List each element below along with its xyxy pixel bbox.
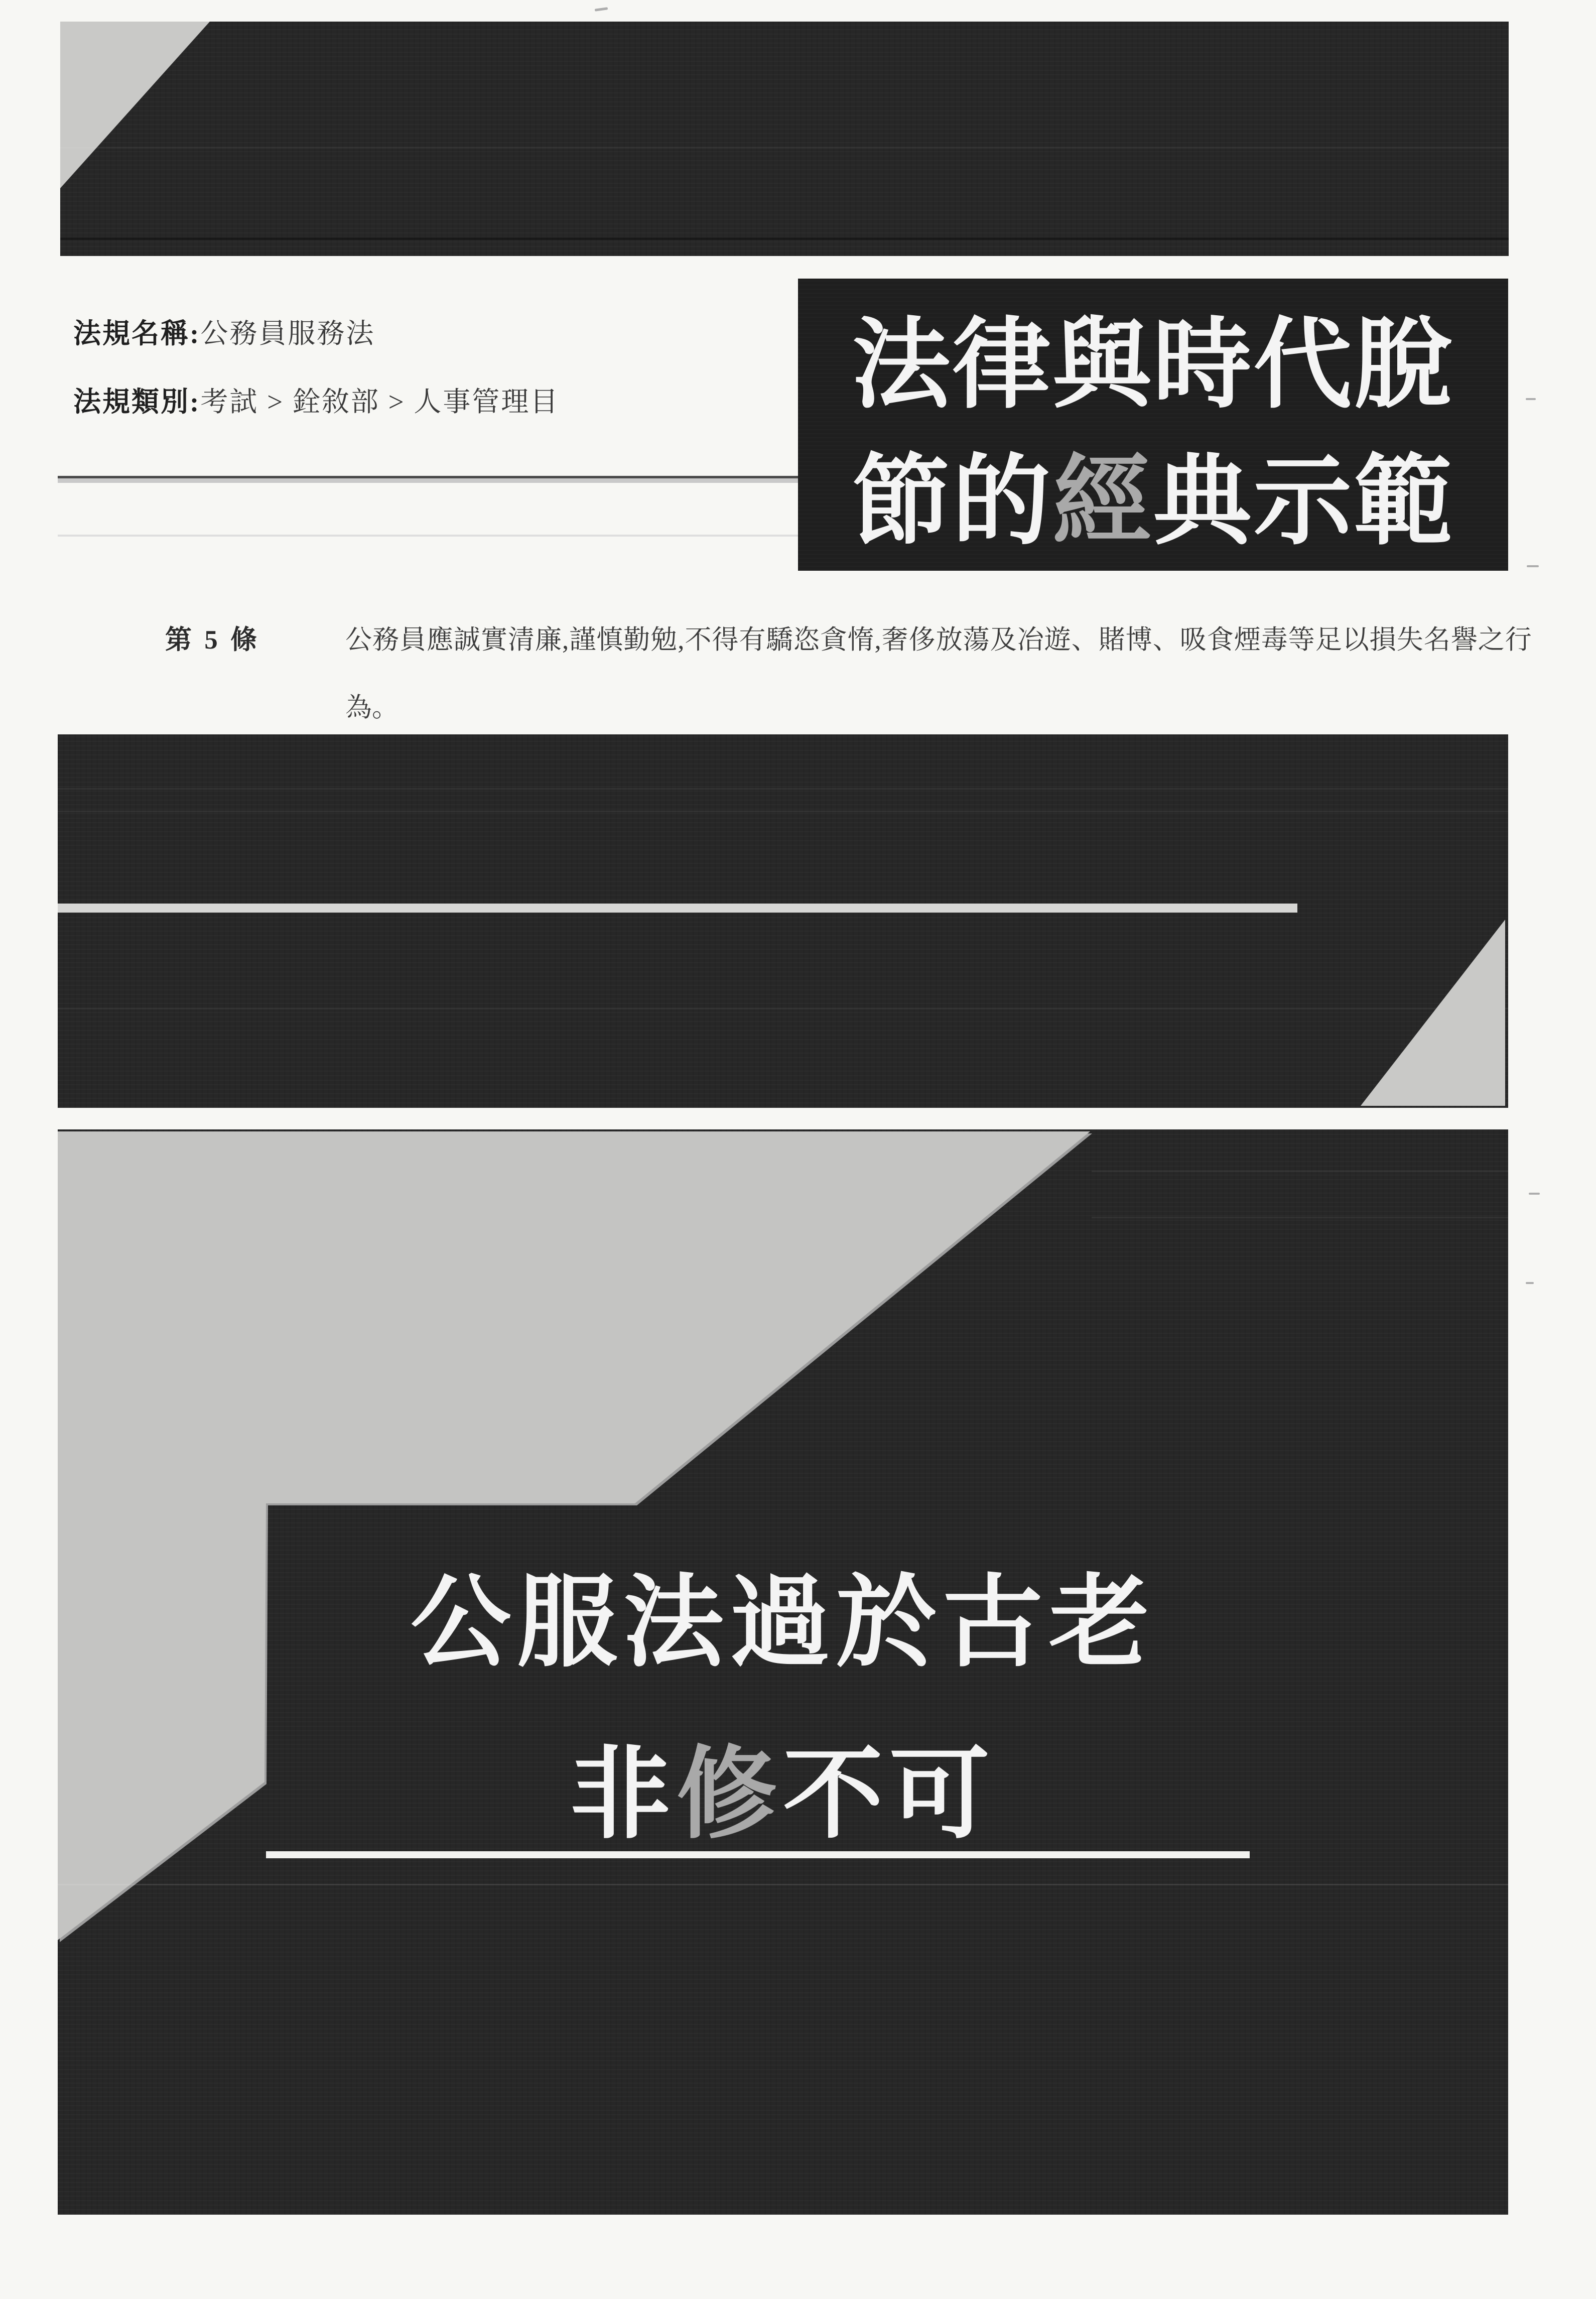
regulation-name-row <box>73 311 375 351</box>
headline-box <box>798 279 1508 571</box>
slide-scanline <box>1092 1171 1508 1172</box>
headline-line1: 法律與時代脫 <box>852 310 1454 420</box>
banner-corner-triangle <box>60 22 210 188</box>
band-scanline <box>58 811 1508 812</box>
regulation-category-breadcrumb: 考試 > 銓敘部 > 人事管理目 <box>200 387 560 417</box>
scan-speck <box>1526 398 1536 400</box>
slide-title-line1: 公服法過於古老 <box>410 1567 1155 1679</box>
scan-speck <box>1526 1282 1534 1284</box>
slide-scanline <box>58 1884 1508 1885</box>
slide-title-line2: 非修不可 <box>570 1738 996 1850</box>
middle-band-panel <box>58 734 1508 1108</box>
scan-speck <box>1527 565 1539 567</box>
regulation-category-label: 法規類別: <box>73 387 201 417</box>
article-text-line1: 公務員應誠實清廉,謹慎勤勉,不得有驕恣貪惰,奢侈放蕩及冶遊、賭博、吸食煙毒等足以損失名譽之行 <box>345 625 1532 655</box>
scan-speck <box>1529 1193 1540 1195</box>
slide-underline <box>266 1851 1250 1858</box>
top-banner-panel <box>60 22 1509 256</box>
regulation-name-label: 法規名稱: <box>73 318 201 349</box>
regulation-category-row <box>73 379 559 419</box>
banner-scanline <box>60 237 1509 240</box>
scan-speck <box>595 7 608 12</box>
band-corner-wedge <box>1361 920 1505 1106</box>
bottom-slide-panel <box>58 1129 1508 2215</box>
banner-scanline <box>60 147 1509 149</box>
article-number: 第 5 條 <box>165 625 260 655</box>
band-gray-rule <box>58 904 1297 913</box>
slide-highlight-char: 修 <box>676 1738 783 1850</box>
slide-scanline <box>1092 1217 1508 1218</box>
headline-highlight-char: 經 <box>1052 446 1153 556</box>
band-scanline <box>58 1008 1508 1009</box>
headline-line2: 節的經典示範 <box>852 446 1454 556</box>
horizontal-rule-faint <box>58 535 798 537</box>
article-text-line2: 為。 <box>345 693 398 722</box>
band-scanline <box>58 788 1508 790</box>
horizontal-rule-shadow <box>58 478 798 483</box>
regulation-name-value: 公務員服務法 <box>200 318 375 349</box>
